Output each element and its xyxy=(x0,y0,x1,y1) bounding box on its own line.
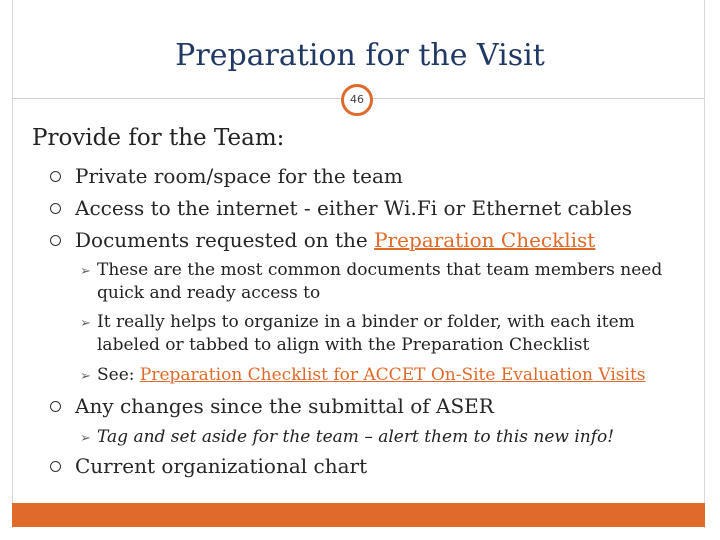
sub-bullet-text: These are the most common documents that team members need quick and ready access to xyxy=(97,260,663,303)
bullet-text: Private room/space for the team xyxy=(75,164,403,188)
bullet-text: Any changes since the submittal of ASER xyxy=(75,394,494,418)
arrow-bullet-icon: ➢ xyxy=(80,316,91,331)
circle-bullet-icon xyxy=(50,171,61,182)
circle-bullet-icon xyxy=(50,461,61,472)
bullet-text xyxy=(75,228,595,252)
arrow-bullet-icon: ➢ xyxy=(80,431,91,446)
preparation-checklist-accet-link[interactable]: Preparation Checklist for ACCET On-Site Evaluation Visits xyxy=(139,365,646,385)
arrow-bullet-icon: ➢ xyxy=(80,264,91,279)
bullet-text: Access to the internet - either Wi.Fi or Ethernet cables xyxy=(75,196,632,220)
sub-bullet-text: It really helps to organize in a binder or folder, with each item labeled or tabbed to align with the Preparation Checklist xyxy=(97,312,635,355)
sub-bullet-text: Tag and set aside for the team – alert them to this new info! xyxy=(97,427,615,447)
slide-title: Preparation for the Visit xyxy=(175,38,545,73)
preparation-checklist-link[interactable]: Preparation Checklist xyxy=(374,228,596,252)
sub-bullet-prefix: See: xyxy=(97,365,140,385)
circle-bullet-icon xyxy=(50,203,61,214)
circle-bullet-icon xyxy=(50,235,61,246)
footer-accent-bar xyxy=(12,503,705,527)
sub-bullet-text xyxy=(97,364,677,387)
circle-bullet-icon xyxy=(50,401,61,412)
page-number-badge: 46 xyxy=(341,84,373,116)
bullet-text-prefix: Documents requested on the xyxy=(75,228,375,252)
bullet-text: Current organizational chart xyxy=(75,454,368,478)
arrow-bullet-icon: ➢ xyxy=(80,369,91,384)
section-heading: Provide for the Team: xyxy=(32,125,285,151)
